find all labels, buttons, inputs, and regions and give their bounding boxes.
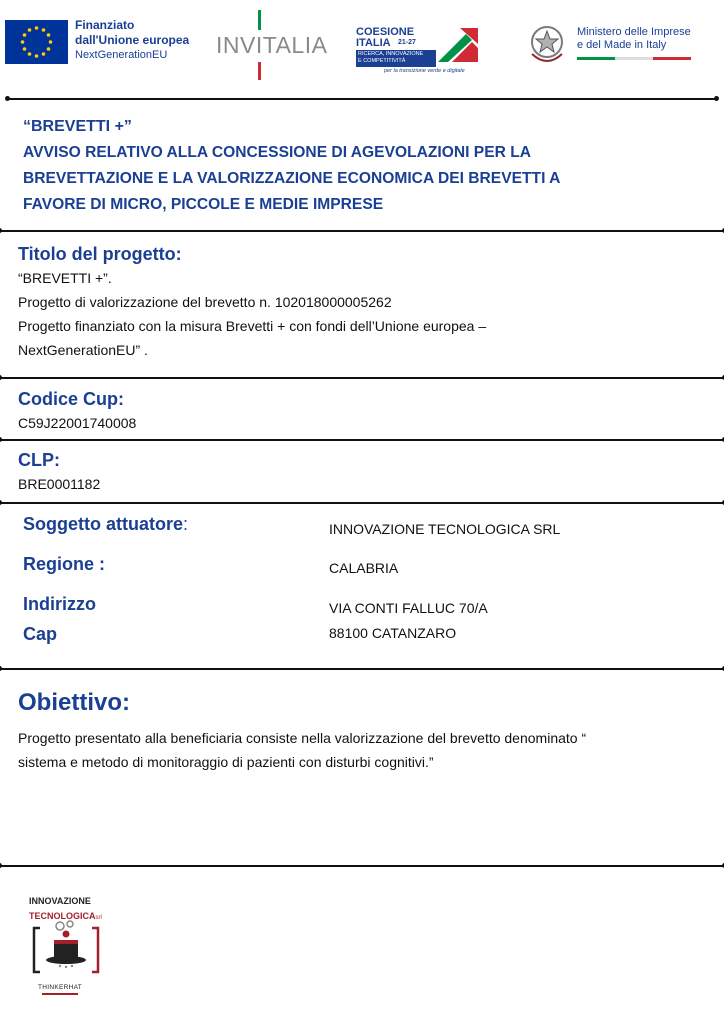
coesione-arrow-icon [438, 28, 478, 62]
invitalia-logo [216, 10, 336, 80]
regione-label: Regione : [23, 554, 106, 574]
clp-value: BRE0001182 [18, 476, 101, 492]
clp-label: CLP: [18, 450, 60, 470]
project-line2: Progetto di valorizzazione del brevetto n. 102018000005262 [18, 294, 392, 310]
indirizzo-value: VIA CONTI FALLUC 70/A [329, 600, 488, 616]
divider [8, 98, 716, 100]
objective-line2: sistema e metodo di monitoraggio di pazienti con disturbi cognitivi.” [18, 754, 434, 770]
objective-label: Obiettivo: [18, 689, 130, 716]
coesione-sub2: E COMPETITIVITÀ [358, 58, 406, 64]
program-name: “BREVETTI +” [23, 118, 132, 135]
eu-flag-icon [5, 20, 68, 64]
coesione-sub1: RICERCA, INNOVAZIONE [358, 51, 424, 57]
eu-text-line3: NextGenerationEU [75, 49, 168, 61]
company-logo-brand: THINKERHAT [38, 984, 83, 991]
divider [0, 377, 724, 379]
eu-text-line2: dall'Unione europea [75, 33, 190, 47]
project-line4: NextGenerationEU” . [18, 342, 148, 358]
cup-value: C59J22001740008 [18, 415, 137, 431]
title-line3: FAVORE DI MICRO, PICCOLE E MEDIE IMPRESE [23, 196, 384, 213]
ministero-line2: e del Made in Italy [577, 39, 667, 51]
company-logo-line2: TECNOLOGICA [29, 911, 96, 921]
details-section [0, 503, 724, 668]
title-line2: BREVETTAZIONE E LA VALORIZZAZIONE ECONOMICA DEI BREVETTI A [23, 170, 561, 187]
company-logo-suffix: srl [95, 915, 102, 921]
divider [0, 865, 724, 867]
ministero-logo [526, 22, 716, 66]
cap-label: Cap [23, 624, 58, 644]
cup-section [18, 387, 136, 435]
company-logo [26, 896, 126, 1006]
italian-emblem-icon [526, 22, 568, 66]
project-line3: Progetto finanziato con la misura Brevetti + con fondi dell’Unione europea – [18, 318, 487, 334]
cup-label: Codice Cup: [18, 389, 124, 409]
objective-line1: Progetto presentato alla beneficiaria consiste nella valorizzazione del brevetto denominato “ [18, 730, 587, 746]
coesione-italia-logo [356, 26, 481, 76]
project-section [18, 242, 708, 362]
company-logo-line1: INNOVAZIONE [29, 896, 91, 906]
cap-value: 88100 CATANZARO [329, 625, 457, 641]
soggetto-label: Soggetto attuatore: [23, 514, 189, 534]
eu-text-line1: Finanziato [75, 18, 135, 32]
objective-section [18, 686, 718, 774]
soggetto-value: INNOVAZIONE TECNOLOGICA SRL [329, 521, 561, 537]
ministero-line1: Ministero delle Imprese [577, 26, 691, 38]
coesione-line2: ITALIA [356, 37, 391, 49]
regione-value: CALABRIA [329, 560, 399, 576]
invitalia-text: INVITALIA [216, 32, 328, 58]
eu-logo [5, 18, 205, 66]
thinker-hat-icon [30, 916, 102, 980]
title-line1: AVVISO RELATIVO ALLA CONCESSIONE DI AGEVOLAZIONI PER LA [23, 144, 531, 161]
project-label: Titolo del progetto: [18, 244, 182, 264]
clp-section [18, 448, 100, 496]
coesione-line1: COESIONE [356, 26, 415, 38]
project-line1: “BREVETTI +”. [18, 270, 112, 286]
divider [0, 439, 724, 441]
divider [0, 230, 724, 232]
indirizzo-label: Indirizzo [23, 594, 96, 614]
coesione-years: 21-27 [398, 39, 416, 46]
page-title [23, 114, 703, 218]
divider [0, 668, 724, 670]
coesione-tagline: per la transizione verde e digitale [384, 68, 465, 74]
